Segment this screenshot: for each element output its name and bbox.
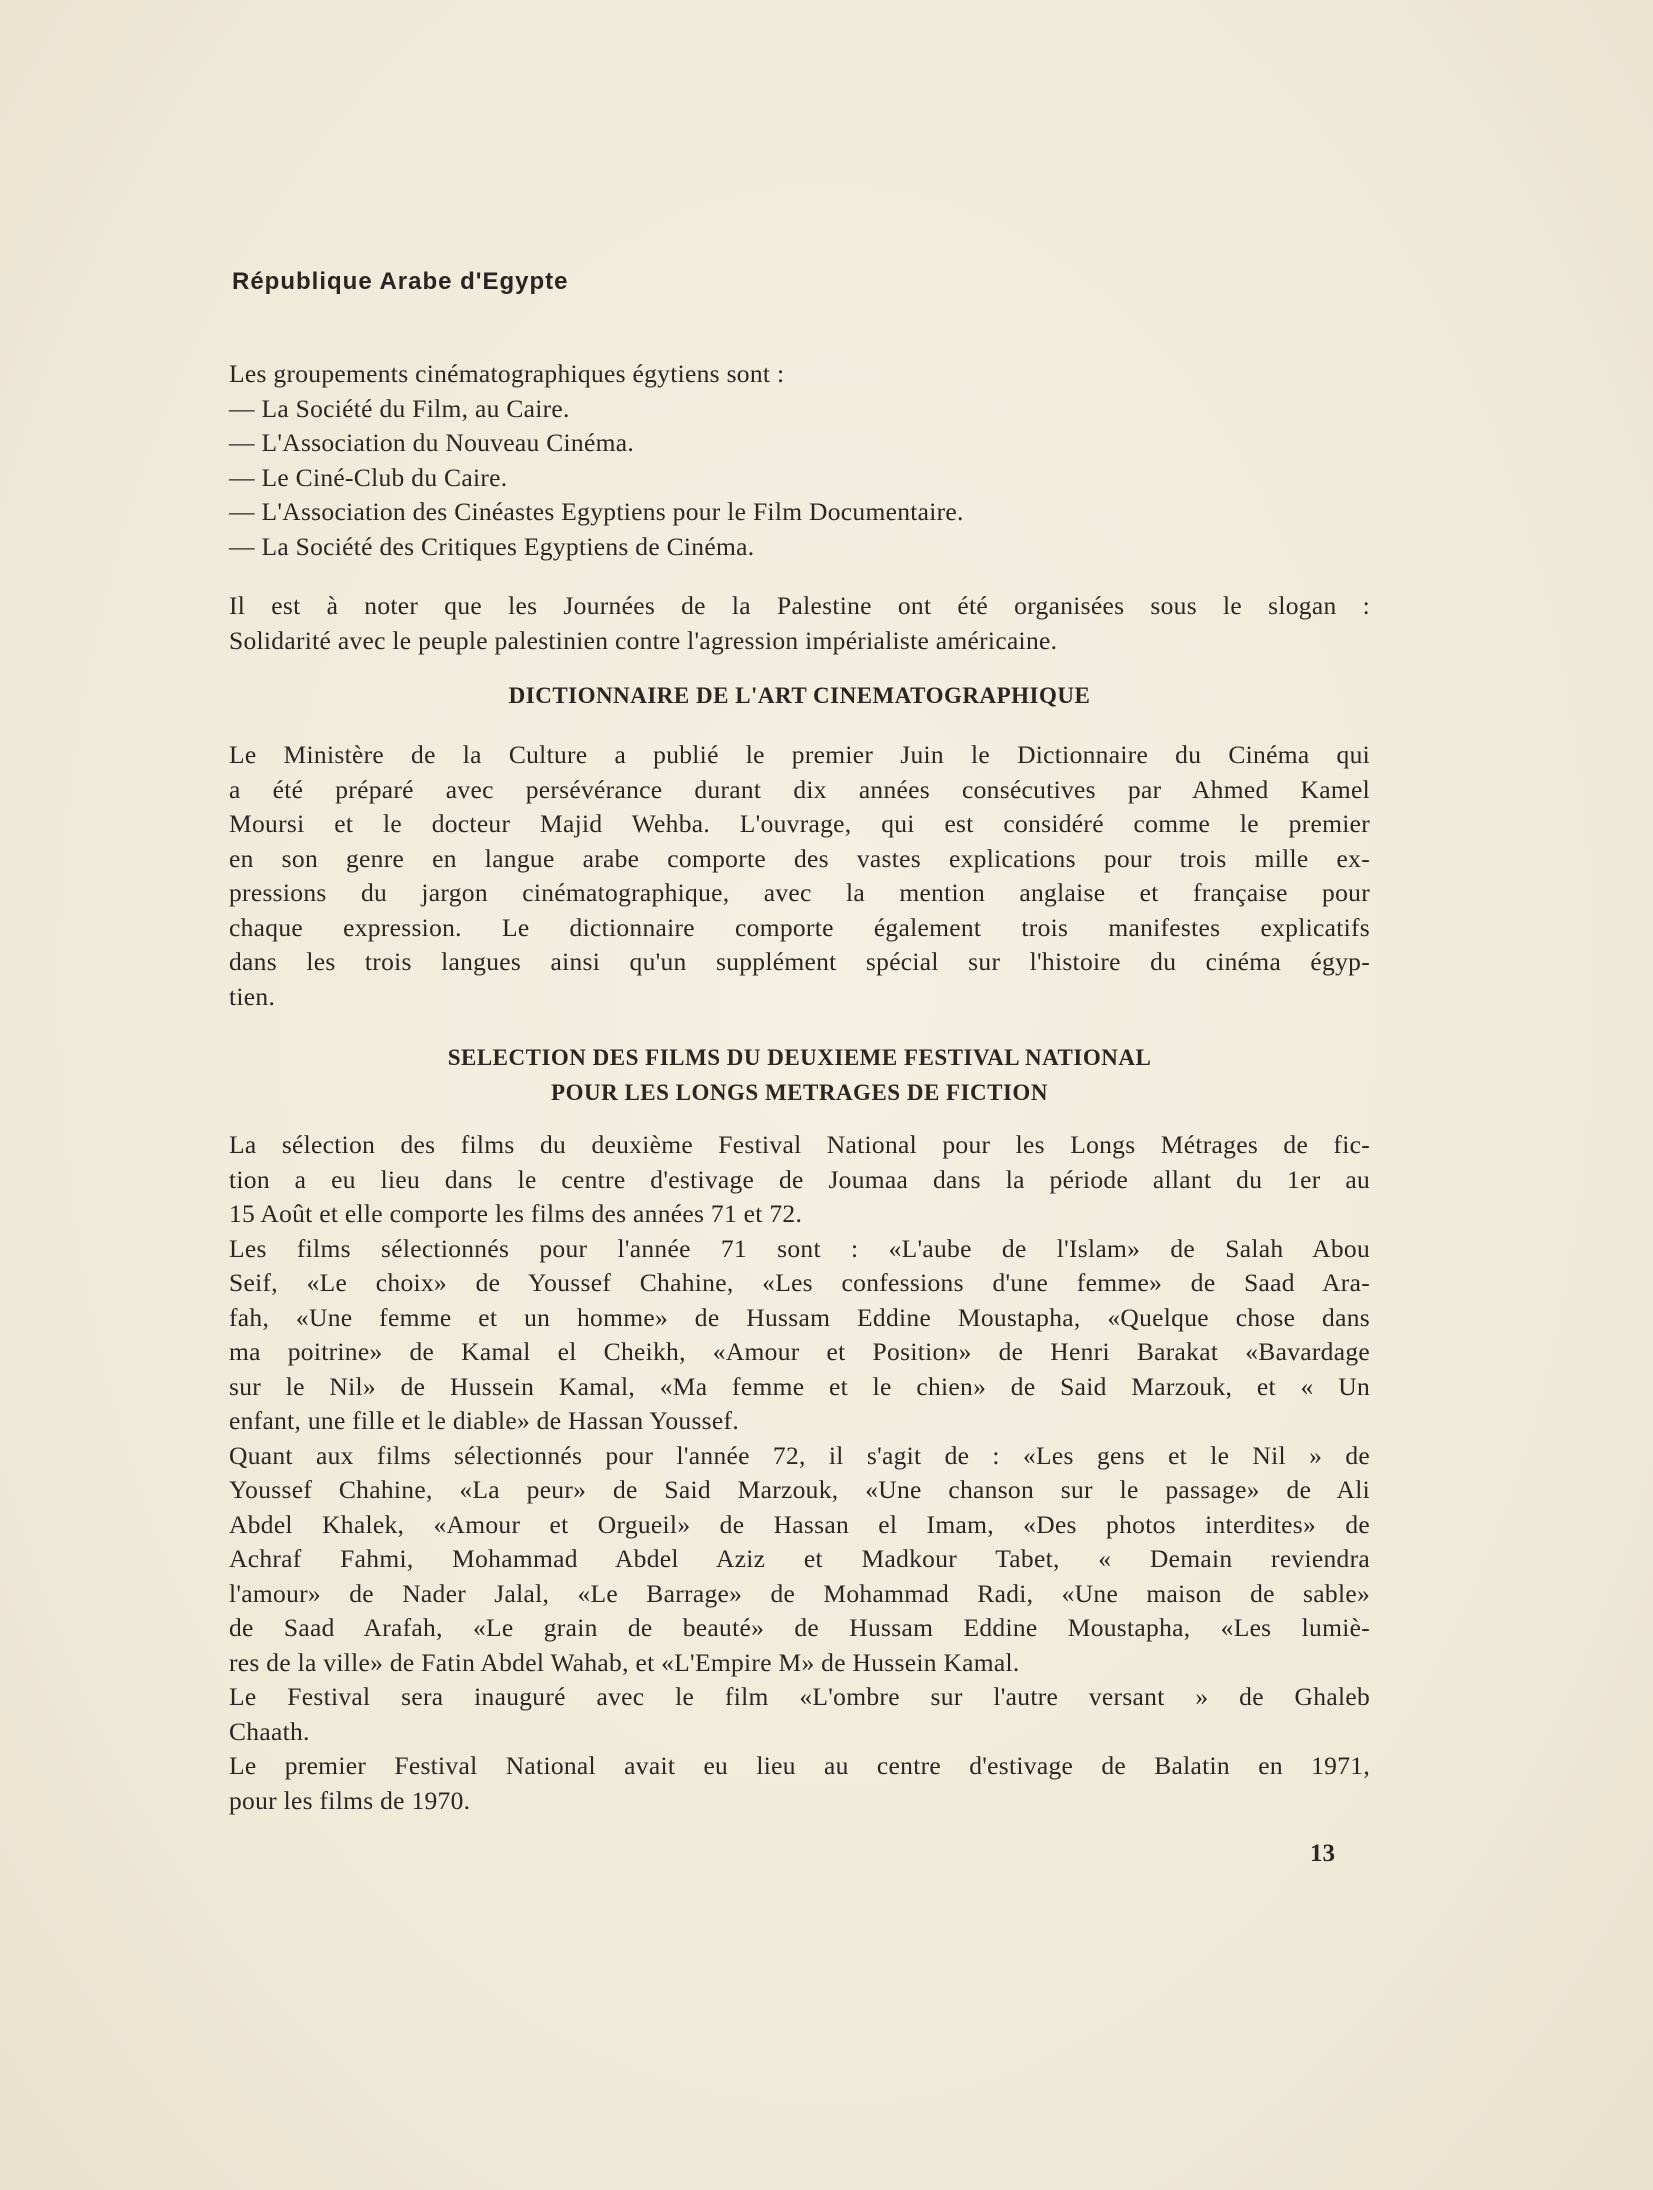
- section2-paragraph: [229, 1128, 1370, 1818]
- group-list-item: — L'Association des Cinéastes Egyptiens pour le Film Documentaire.: [229, 497, 964, 526]
- group-list-item: — La Société du Film, au Caire.: [229, 393, 570, 423]
- paragraph-line: dans les trois langues ainsi qu'un supplément spécial sur l'histoire du cinéma égyp-: [229, 947, 1370, 976]
- paragraph-line: tien.: [229, 981, 276, 1011]
- paragraph-line: Achraf Fahmi, Mohammad Abdel Aziz et Madkour Tabet, « Demain reviendra: [229, 1544, 1370, 1573]
- group-list-item: — L'Association du Nouveau Cinéma.: [229, 428, 635, 457]
- paragraph-line: Le premier Festival National avait eu lieu au centre d'estivage de Balatin en 1971,: [229, 1751, 1370, 1780]
- section-heading-line: POUR LES LONGS METRAGES DE FICTION: [551, 1080, 1048, 1105]
- paragraph-line: Abdel Khalek, «Amour et Orgueil» de Hassan el Imam, «Des photos interdites» de: [229, 1509, 1370, 1539]
- group-list-item: — La Société des Critiques Egyptiens de Cinéma.: [229, 531, 755, 561]
- section-heading-line: SELECTION DES FILMS DU DEUXIEME FESTIVAL NATIONAL: [447, 1045, 1152, 1070]
- groups-block: [229, 357, 1370, 564]
- paragraph-line: La sélection des films du deuxième Festival National pour les Longs Métrages de fic-: [229, 1130, 1370, 1159]
- intro-text: Les groupements cinématographiques égytiens sont :: [229, 359, 785, 388]
- group-list-item: — Le Ciné-Club du Caire.: [229, 462, 508, 492]
- paragraph-line: sur le Nil» de Hussein Kamal, «Ma femme et le chien» de Said Marzouk, et « Un: [229, 1371, 1370, 1401]
- paragraph-line: pressions du jargon cinématographique, avec la mention anglaise et française pour: [229, 878, 1370, 907]
- section-heading-line: DICTIONNAIRE DE L'ART CINEMATOGRAPHIQUE: [508, 683, 1091, 708]
- paragraph-line: Le Ministère de la Culture a publié le premier Juin le Dictionnaire du Cinéma qui: [229, 740, 1370, 769]
- paragraph-line: a été préparé avec persévérance durant dix années consécutives par Ahmed Kamel: [229, 774, 1370, 804]
- section2-heading: [229, 1040, 1370, 1110]
- paragraph-line: de Saad Arafah, «Le grain de beauté» de Hussam Eddine Moustapha, «Les lumiè-: [229, 1613, 1370, 1642]
- paragraph-line: l'amour» de Nader Jalal, «Le Barrage» de Mohammad Radi, «Une maison de sable»: [229, 1578, 1370, 1608]
- paragraph-line: 15 Août et elle comporte les films des années 71 et 72.: [229, 1199, 803, 1228]
- note-paragraph: [229, 589, 1370, 658]
- section1-heading: [229, 678, 1370, 713]
- paragraph-line: enfant, une fille et le diable» de Hassan Youssef.: [229, 1406, 739, 1435]
- note-line: Solidarité avec le peuple palestinien contre l'agression impérialiste américaine.: [229, 625, 1058, 655]
- note-line: Il est à noter que les Journées de la Palestine ont été organisées sous le slogan :: [229, 591, 1370, 620]
- paragraph-line: Moursi et le docteur Majid Wehba. L'ouvrage, qui est considéré comme le premier: [229, 809, 1370, 838]
- paragraph-line: chaque expression. Le dictionnaire comporte également trois manifestes explicatifs: [229, 912, 1370, 942]
- paragraph-line: Youssef Chahine, «La peur» de Said Marzouk, «Une chanson sur le passage» de Ali: [229, 1475, 1370, 1504]
- paragraph-line: pour les films de 1970.: [229, 1785, 471, 1815]
- paragraph-line: tion a eu lieu dans le centre d'estivage de Joumaa dans la période allant du 1er au: [229, 1164, 1370, 1194]
- groups-list: [229, 392, 1370, 565]
- page-title: République Arabe d'Egypte: [232, 268, 569, 295]
- paragraph-line: Le Festival sera inauguré avec le film «L'ombre sur l'autre versant » de Ghaleb: [229, 1682, 1370, 1711]
- section1-paragraph: [229, 738, 1370, 1014]
- paragraph-line: fah, «Une femme et un homme» de Hussam Eddine Moustapha, «Quelque chose dans: [229, 1302, 1370, 1332]
- paragraph-line: Les films sélectionnés pour l'année 71 sont : «L'aube de l'Islam» de Salah Abou: [229, 1233, 1370, 1263]
- paragraph-line: Chaath.: [229, 1716, 310, 1746]
- paragraph-line: Quant aux films sélectionnés pour l'année 72, il s'agit de : «Les gens et le Nil » de: [229, 1440, 1370, 1470]
- paragraph-line: ma poitrine» de Kamal el Cheikh, «Amour et Position» de Henri Barakat «Bavardage: [229, 1337, 1370, 1366]
- paragraph-line: Seif, «Le choix» de Youssef Chahine, «Les confessions d'une femme» de Saad Ara-: [229, 1268, 1370, 1297]
- paragraph-line: en son genre en langue arabe comporte des vastes explications pour trois mille ex-: [229, 843, 1370, 873]
- page-number: 13: [1310, 1840, 1335, 1867]
- paragraph-line: res de la ville» de Fatin Abdel Wahab, et «L'Empire M» de Hussein Kamal.: [229, 1647, 1020, 1677]
